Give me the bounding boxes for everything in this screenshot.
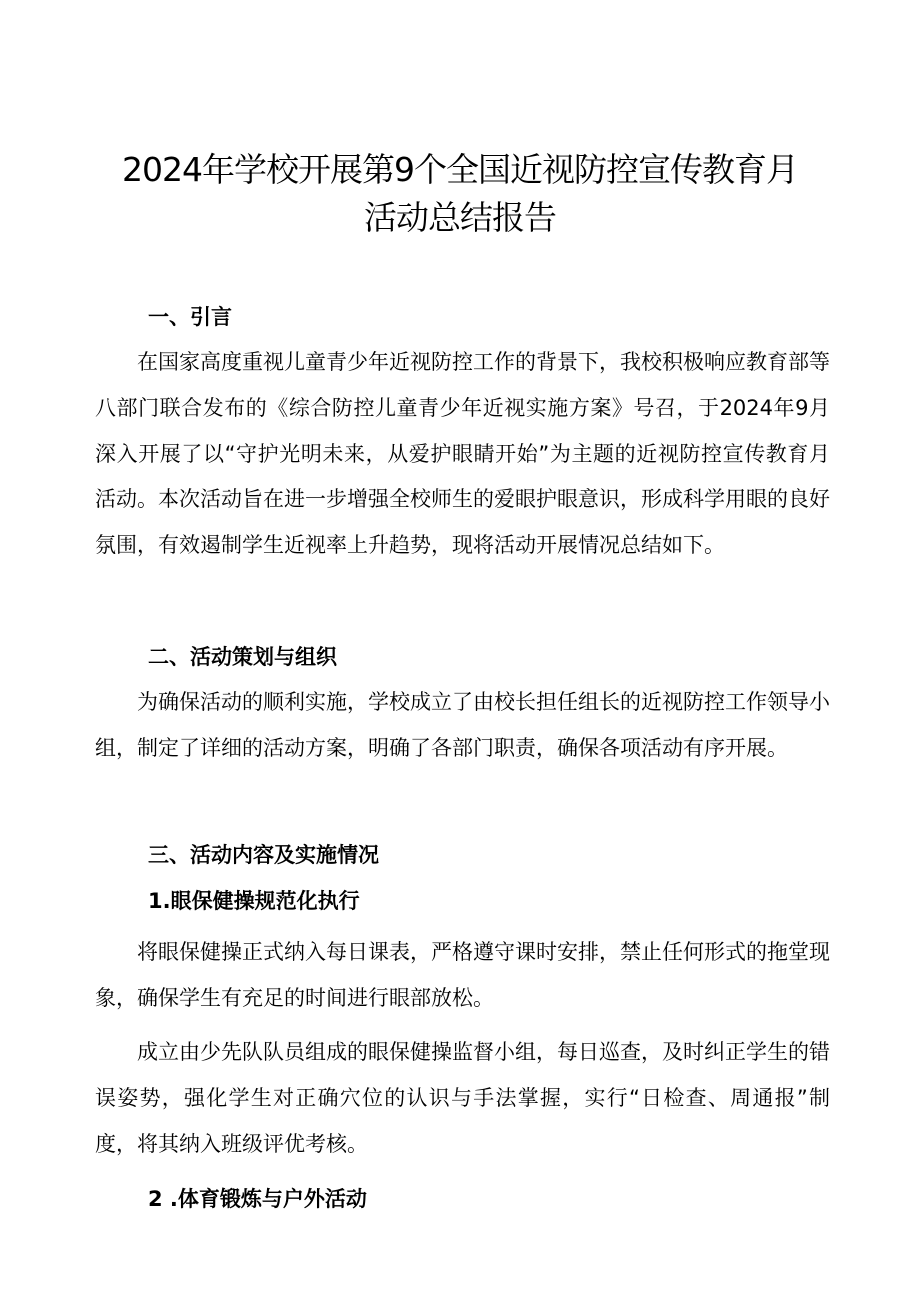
paragraph-planning: 为确保活动的顺利实施，学校成立了由校长担任组长的近视防控工作领导小组，制定了详细的活动方案，明确了各部门职责，确保各项活动有序开展。 (95, 690, 830, 760)
subsection-heading-physical-activity: 2 .体育锻炼与户外活动 (148, 1187, 367, 1211)
paragraph-introduction: 在国家高度重视儿童青少年近视防控工作的背景下，我校积极响应教育部等八部门联合发布的《综合防控儿童青少年近视实施方案》号召，于2024年9月深入开展了以“守护光明未来，从爱护眼睛开始”为主题的近视防控宣传教育月活动。本次活动旨在进一步增强全校师生的爱眼护眼意识，形成科学用眼的良好氛围，有效遏制学生近视率上升趋势，现将活动开展情况总结如下。 (95, 350, 830, 558)
paragraph-eye-exercises-supervision: 成立由少先队队员组成的眼保健操监督小组，每日巡查，及时纠正学生的错误姿势，强化学生对正确穴位的认识与手法掌握，实行“日检查、周通报”制度，将其纳入班级评优考核。 (95, 1040, 830, 1156)
subsection-heading-eye-exercises: 1.眼保健操规范化执行 (148, 889, 360, 913)
document-title-line-1: 2024年学校开展第9个全国近视防控宣传教育月 (122, 150, 798, 189)
section-heading-activities: 三、活动内容及实施情况 (148, 843, 379, 867)
document-title-line-2: 活动总结报告 (364, 198, 556, 237)
paragraph-eye-exercises-schedule: 将眼保健操正式纳入每日课表，严格遵守课时安排，禁止任何形式的拖堂现象，确保学生有充足的时间进行眼部放松。 (95, 940, 830, 1010)
section-heading-introduction: 一、引言 (148, 305, 232, 329)
section-heading-planning: 二、活动策划与组织 (148, 645, 337, 669)
